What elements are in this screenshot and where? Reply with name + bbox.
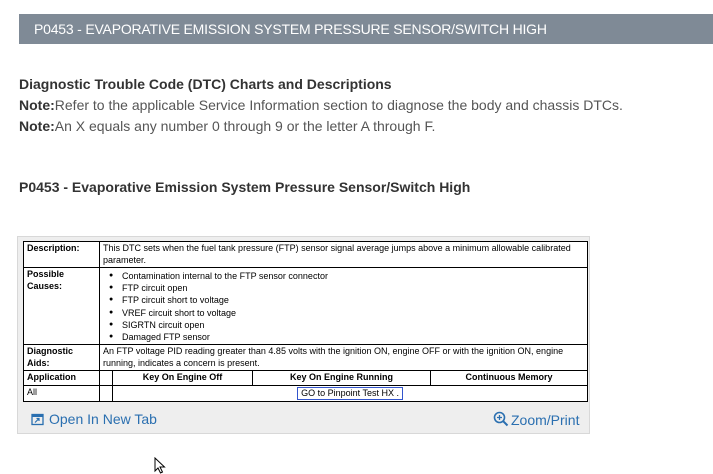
section-heading: Diagnostic Trouble Code (DTC) Charts and Descriptions (19, 76, 392, 92)
causes-row (24, 268, 588, 345)
column-header: Key On Engine Running (253, 371, 431, 386)
open-in-new-tab-icon (31, 413, 44, 426)
table-row (24, 385, 588, 401)
mouse-cursor-icon (154, 457, 166, 474)
aids-row (24, 345, 588, 371)
column-header-row (24, 371, 588, 386)
note-text: Refer to the applicable Service Information section to diagnose the body and chassis DTCs. (54, 97, 623, 113)
column-header: Application (24, 371, 100, 386)
note-label: Note: (19, 97, 55, 113)
application-value: All (24, 385, 100, 401)
open-in-new-tab-label: Open In New Tab (49, 411, 157, 427)
note-label: Note: (19, 118, 55, 134)
causes-label: Possible Causes: (24, 268, 100, 345)
causes-list (103, 269, 584, 343)
note-line-1 (19, 97, 623, 113)
pinpoint-test-link[interactable]: GO to Pinpoint Test HX . (297, 387, 403, 400)
description-label: Description: (24, 242, 100, 268)
zoom-print-label: Zoom/Print (511, 412, 580, 428)
column-header: Key On Engine Off (113, 371, 253, 386)
dtc-chart-figure (17, 236, 590, 434)
description-text: This DTC sets when the fuel tank pressure (FTP) sensor signal average jumps above a minimum allowable calibrated parameter. (100, 242, 588, 268)
list-item: ● SIGRTN circuit open (109, 319, 584, 331)
aids-text: An FTP voltage PID reading greater than 4.85 volts with the ignition ON, engine OFF or with the ignition ON, engine running, indicates a concern is present. (100, 345, 588, 371)
note-text: An X equals any number 0 through 9 or the letter A through F. (54, 118, 436, 134)
zoom-in-icon (493, 411, 509, 427)
list-item: ● Damaged FTP sensor (109, 331, 584, 343)
list-item: ● Contamination internal to the FTP sensor connector (109, 270, 584, 282)
list-item: ● VREF circuit short to voltage (109, 307, 584, 319)
page-title-bar (19, 14, 713, 44)
spacer-cell (100, 385, 113, 401)
zoom-print-link[interactable] (493, 409, 579, 428)
dtc-chart-table (23, 241, 588, 402)
spacer-cell (100, 371, 113, 386)
description-row (24, 242, 588, 268)
list-item: ● FTP circuit short to voltage (109, 294, 584, 306)
aids-label: Diagnostic Aids: (24, 345, 100, 371)
dtc-heading: P0453 - Evaporative Emission System Pressure Sensor/Switch High (19, 179, 471, 195)
note-line-2 (19, 118, 435, 134)
page-title: P0453 - EVAPORATIVE EMISSION SYSTEM PRESSURE SENSOR/SWITCH HIGH (34, 21, 547, 37)
causes-cell (100, 268, 588, 345)
column-header: Continuous Memory (431, 371, 588, 386)
goto-cell (113, 385, 588, 401)
open-in-new-tab-link[interactable] (31, 411, 157, 427)
list-item: ● FTP circuit open (109, 282, 584, 294)
